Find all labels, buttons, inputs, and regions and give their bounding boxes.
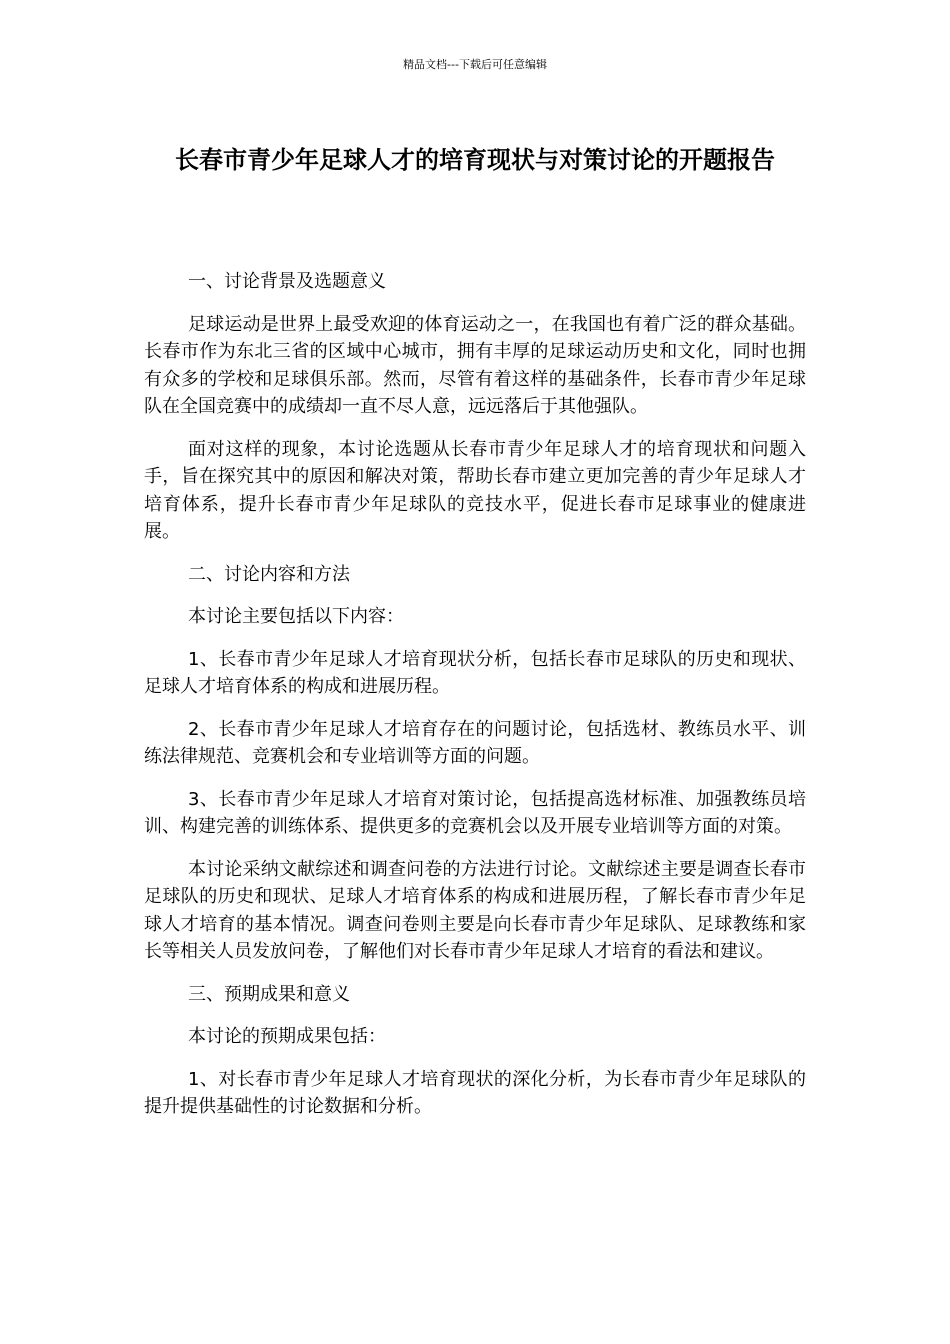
section-2-intro: 本讨论主要包括以下内容： — [188, 606, 404, 627]
section-2-heading: 二、讨论内容和方法 — [188, 563, 350, 585]
section-1-heading: 一、讨论背景及选题意义 — [188, 271, 386, 292]
section-2-item-2: 2、长春市青少年足球人才培育存在的问题讨论，包括选材、教练员水平、训练法律规范、竞赛机会和专业培训等方面的问题。 — [144, 718, 806, 767]
header-note: 精品文档---下载后可任意编辑 — [403, 58, 547, 71]
section-3-heading: 三、预期成果和意义 — [188, 983, 350, 1005]
document-body — [144, 268, 806, 1136]
document-title: 长春市青少年足球人才的培育现状与对策讨论的开题报告 — [175, 146, 775, 174]
section-1-paragraph-2: 面对这样的现象，本讨论选题从长春市青少年足球人才的培育现状和问题入手，旨在探究其中的原因和解决对策，帮助长春市建立更加完善的青少年足球人才培育体系，提升长春市青少年足球队的竞技水平，促进长春市足球事业的健康进展。 — [144, 438, 806, 542]
section-2-item-3: 3、长春市青少年足球人才培育对策讨论，包括提高选材标准、加强教练员培训、构建完善的训练体系、提供更多的竞赛机会以及开展专业培训等方面的对策。 — [144, 788, 806, 837]
section-3-intro: 本讨论的预期成果包括： — [188, 1026, 386, 1047]
section-1-paragraph-1: 足球运动是世界上最受欢迎的体育运动之一，在我国也有着广泛的群众基础。长春市作为东北三省的区域中心城市，拥有丰厚的足球运动历史和文化，同时也拥有众多的学校和足球俱乐部。然而，尽管有着这样的基础条件，长春市青少年足球队在全国竞赛中的成绩却一直不尽人意，远远落后于其他强队。 — [144, 313, 806, 417]
section-3-item-1: 1、对长春市青少年足球人才培育现状的深化分析，为长春市青少年足球队的提升提供基础性的讨论数据和分析。 — [144, 1068, 806, 1117]
section-2-item-1: 1、长春市青少年足球人才培育现状分析，包括长春市足球队的历史和现状、足球人才培育体系的构成和进展历程。 — [144, 648, 806, 697]
section-2-method: 本讨论采纳文献综述和调查问卷的方法进行讨论。文献综述主要是调查长春市足球队的历史和现状、足球人才培育体系的构成和进展历程，了解长春市青少年足球人才培育的基本情况。调查问卷则主要是向长春市青少年足球队、足球教练和家长等相关人员发放问卷，了解他们对长春市青少年足球人才培育的看法和建议。 — [144, 858, 806, 962]
